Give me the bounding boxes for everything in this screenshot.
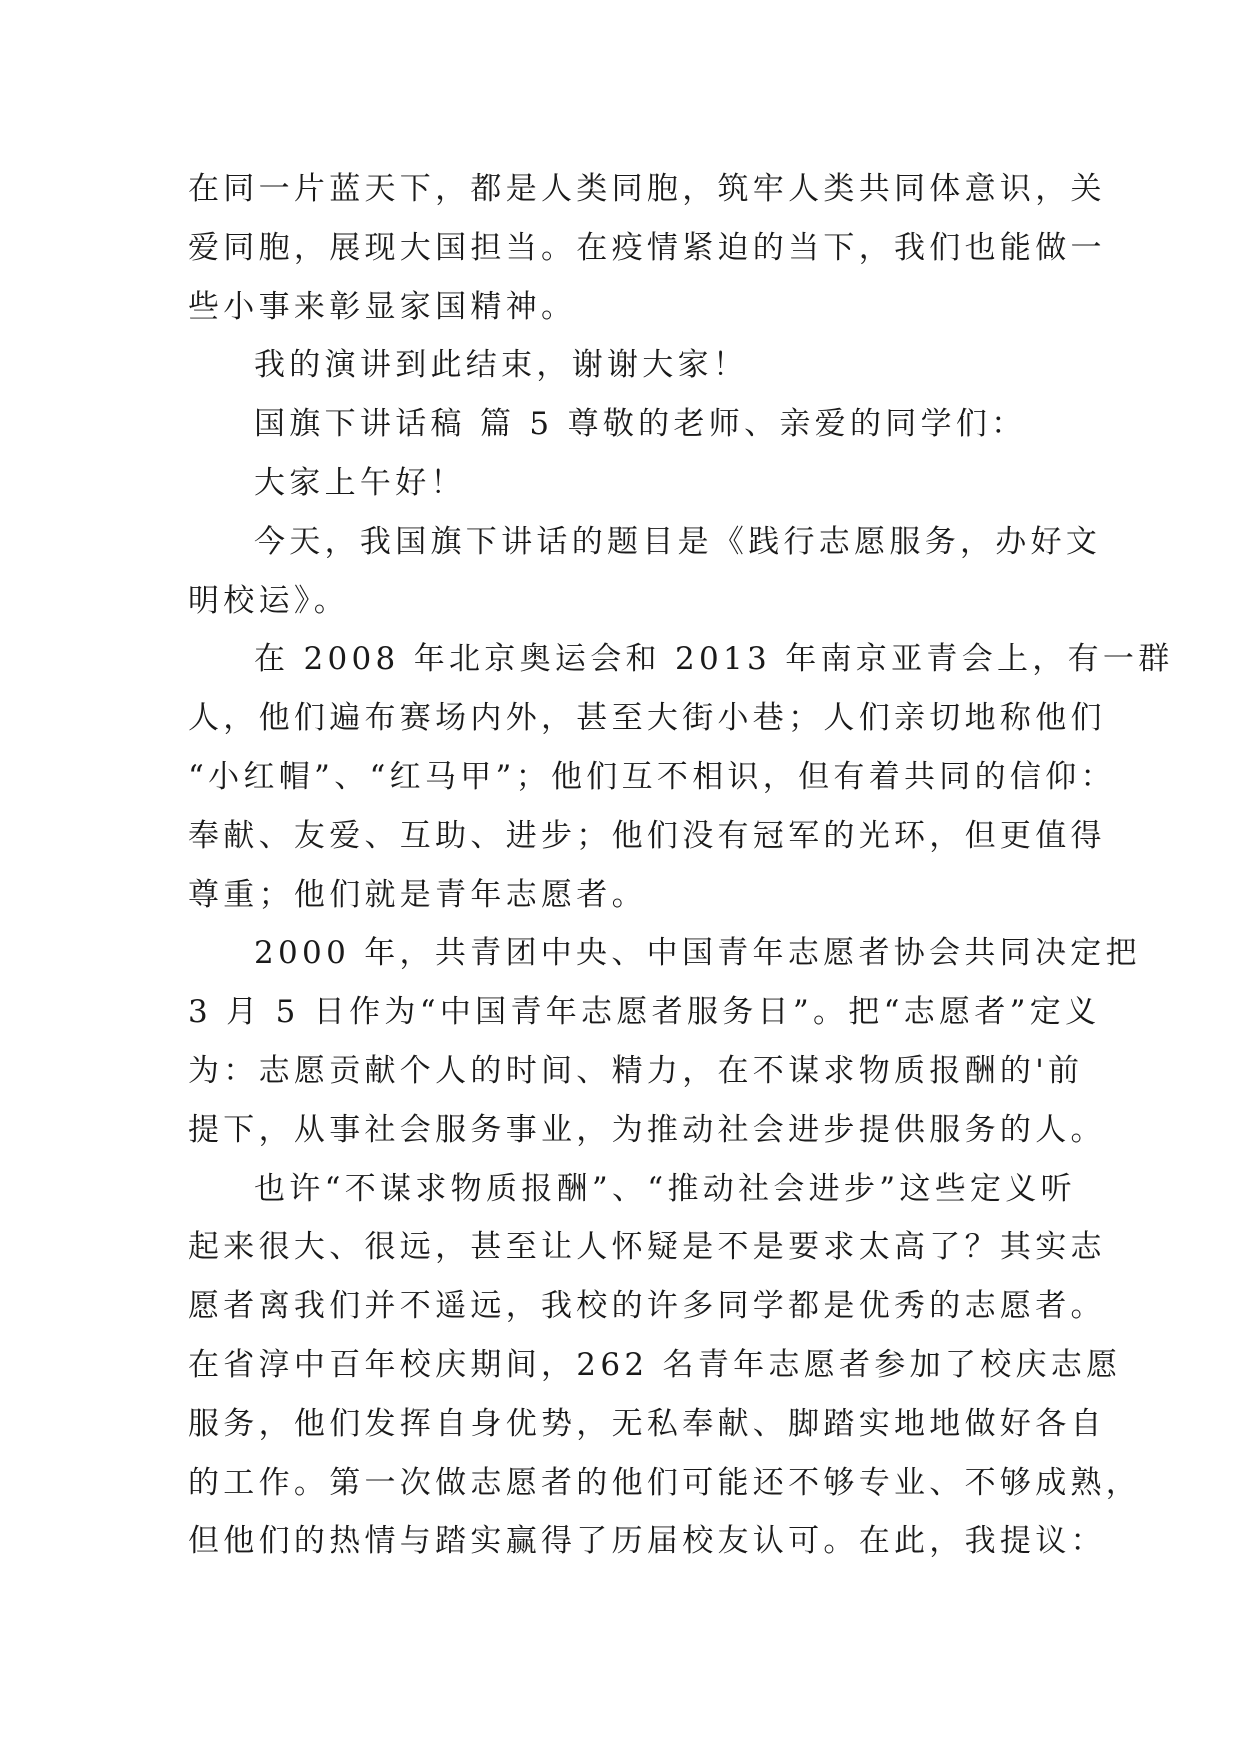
text-line: 提下，从事社会服务事业，为推动社会进步提供服务的人。 xyxy=(188,1111,1106,1148)
text-line: 但他们的热情与踏实赢得了历届校友认可。在此，我提议： xyxy=(188,1523,1106,1560)
text-line: 爱同胞，展现大国担当。在疫情紧迫的当下，我们也能做一 xyxy=(188,229,1106,266)
body-text xyxy=(188,160,1174,1571)
text-line: 2000 年，共青团中央、中国青年志愿者协会共同决定把 xyxy=(254,935,1141,972)
text-line: 今天，我国旗下讲话的题目是《践行志愿服务，办好文 xyxy=(254,523,1102,560)
text-line: 大家上午好！ xyxy=(254,464,466,501)
text-line: 愿者离我们并不遥远，我校的许多同学都是优秀的志愿者。 xyxy=(188,1288,1106,1325)
text-line: 些小事来彰显家国精神。 xyxy=(188,288,577,325)
text-line: 服务，他们发挥自身优势，无私奉献、脚踏实地地做好各自 xyxy=(188,1405,1106,1442)
text-line: 在 2008 年北京奥运会和 2013 年南京亚青会上，有一群 xyxy=(254,641,1174,678)
text-line: 人，他们遍布赛场内外，甚至大街小巷；人们亲切地称他们 xyxy=(188,700,1106,737)
text-line: 在同一片蓝天下，都是人类同胞，筑牢人类共同体意识，关 xyxy=(188,171,1106,207)
text-line: 奉献、友爱、互助、进步；他们没有冠军的光环，但更值得 xyxy=(188,817,1106,854)
text-line: 国旗下讲话稿 篇 5 尊敬的老师、亲爱的同学们： xyxy=(254,406,1027,443)
text-line: “小红帽”、“红马甲”；他们互不相识，但有着共同的信仰： xyxy=(188,758,1116,795)
text-line: 3 月 5 日作为“中国青年志愿者服务日”。把“志愿者”定义 xyxy=(188,994,1101,1031)
text-line: 起来很大、很远，甚至让人怀疑是不是要求太高了？其实志 xyxy=(188,1229,1106,1266)
text-line: 为：志愿贡献个人的时间、精力，在不谋求物质报酬的'前 xyxy=(188,1052,1084,1089)
text-line: 的工作。第一次做志愿者的他们可能还不够专业、不够成熟， xyxy=(188,1464,1142,1501)
text-line: 也许“不谋求物质报酬”、“推动社会进步”这些定义听 xyxy=(254,1170,1076,1207)
text-line: 明校运》。 xyxy=(188,582,349,619)
text-line: 在省淳中百年校庆期间，262 名青年志愿者参加了校庆志愿 xyxy=(188,1346,1122,1383)
text-line: 尊重；他们就是青年志愿者。 xyxy=(188,876,647,913)
text-line: 我的演讲到此结束，谢谢大家！ xyxy=(254,347,749,384)
